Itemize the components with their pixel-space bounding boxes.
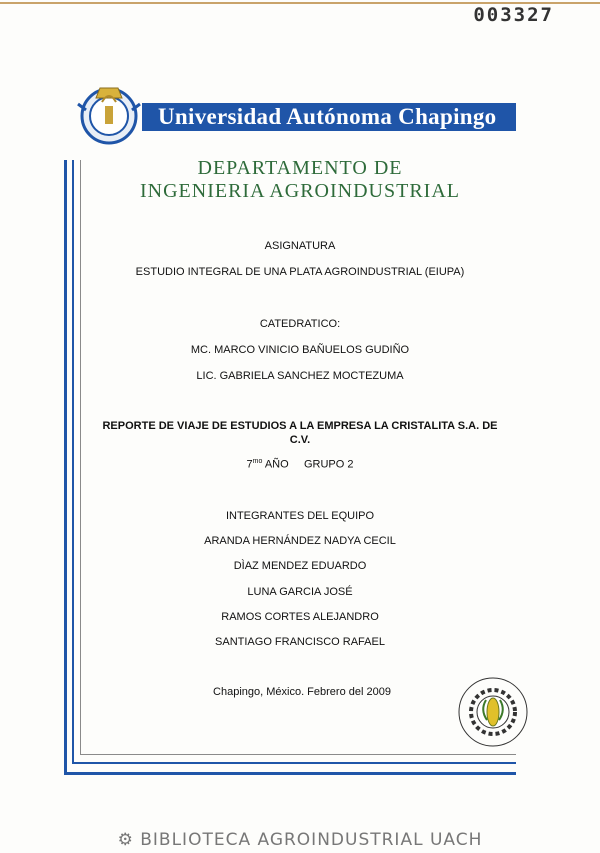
team-member: RAMOS CORTES ALEJANDRO <box>221 611 379 623</box>
library-stamp-icon: ⚙ <box>117 830 134 850</box>
year-number: 7 <box>246 458 253 471</box>
team-member: DÌAZ MENDEZ EDUARDO <box>233 560 367 572</box>
department-seal <box>456 670 530 754</box>
teacher-name: LIC. GABRIELA SANCHEZ MOCTEZUMA <box>196 370 404 382</box>
year-ordinal: mo <box>252 458 263 465</box>
university-name-banner: Universidad Autónoma Chapingo <box>142 103 516 131</box>
report-title-line1: REPORTE DE VIAJE DE ESTUDIOS A LA EMPRESA LA CRISTALITA S.A. DE <box>102 420 498 432</box>
subject-label: ASIGNATURA <box>264 240 336 252</box>
team-member: ARANDA HERNÁNDEZ NADYA CECIL <box>204 535 396 547</box>
year-group-line <box>0 458 600 471</box>
teachers-label: CATEDRATICO: <box>259 318 341 330</box>
university-logo <box>74 80 144 146</box>
team-label: INTEGRANTES DEL EQUIPO <box>225 510 375 522</box>
report-title-line2: C.V. <box>289 434 311 446</box>
library-stamp <box>0 830 600 850</box>
frame-bottom-bar-inner <box>72 762 516 764</box>
teacher-name: MC. MARCO VINICIO BAÑUELOS GUDIÑO <box>190 344 410 356</box>
department-title-line2: INGENIERIA AGROINDUSTRIAL <box>140 180 460 202</box>
place-and-date: Chapingo, México. Febrero del 2009 <box>213 686 391 698</box>
department-title-line1: DEPARTAMENTO DE <box>197 157 403 179</box>
team-member: LUNA GARCIA JOSÉ <box>247 586 353 598</box>
library-stamp-text: BIBLIOTECA AGROINDUSTRIAL UACH <box>140 830 483 850</box>
year-word: AÑO <box>264 458 289 471</box>
team-member: SANTIAGO FRANCISCO RAFAEL <box>215 636 385 648</box>
inventory-stamp-number: 003327 <box>473 4 554 26</box>
subject-name: ESTUDIO INTEGRAL DE UNA PLATA AGROINDUSTRIAL (EIUPA) <box>135 266 465 278</box>
group-label: GRUPO 2 <box>303 458 354 471</box>
frame-bottom-bar-outer <box>64 772 516 775</box>
frame-bottom-thin-rule <box>80 754 516 755</box>
